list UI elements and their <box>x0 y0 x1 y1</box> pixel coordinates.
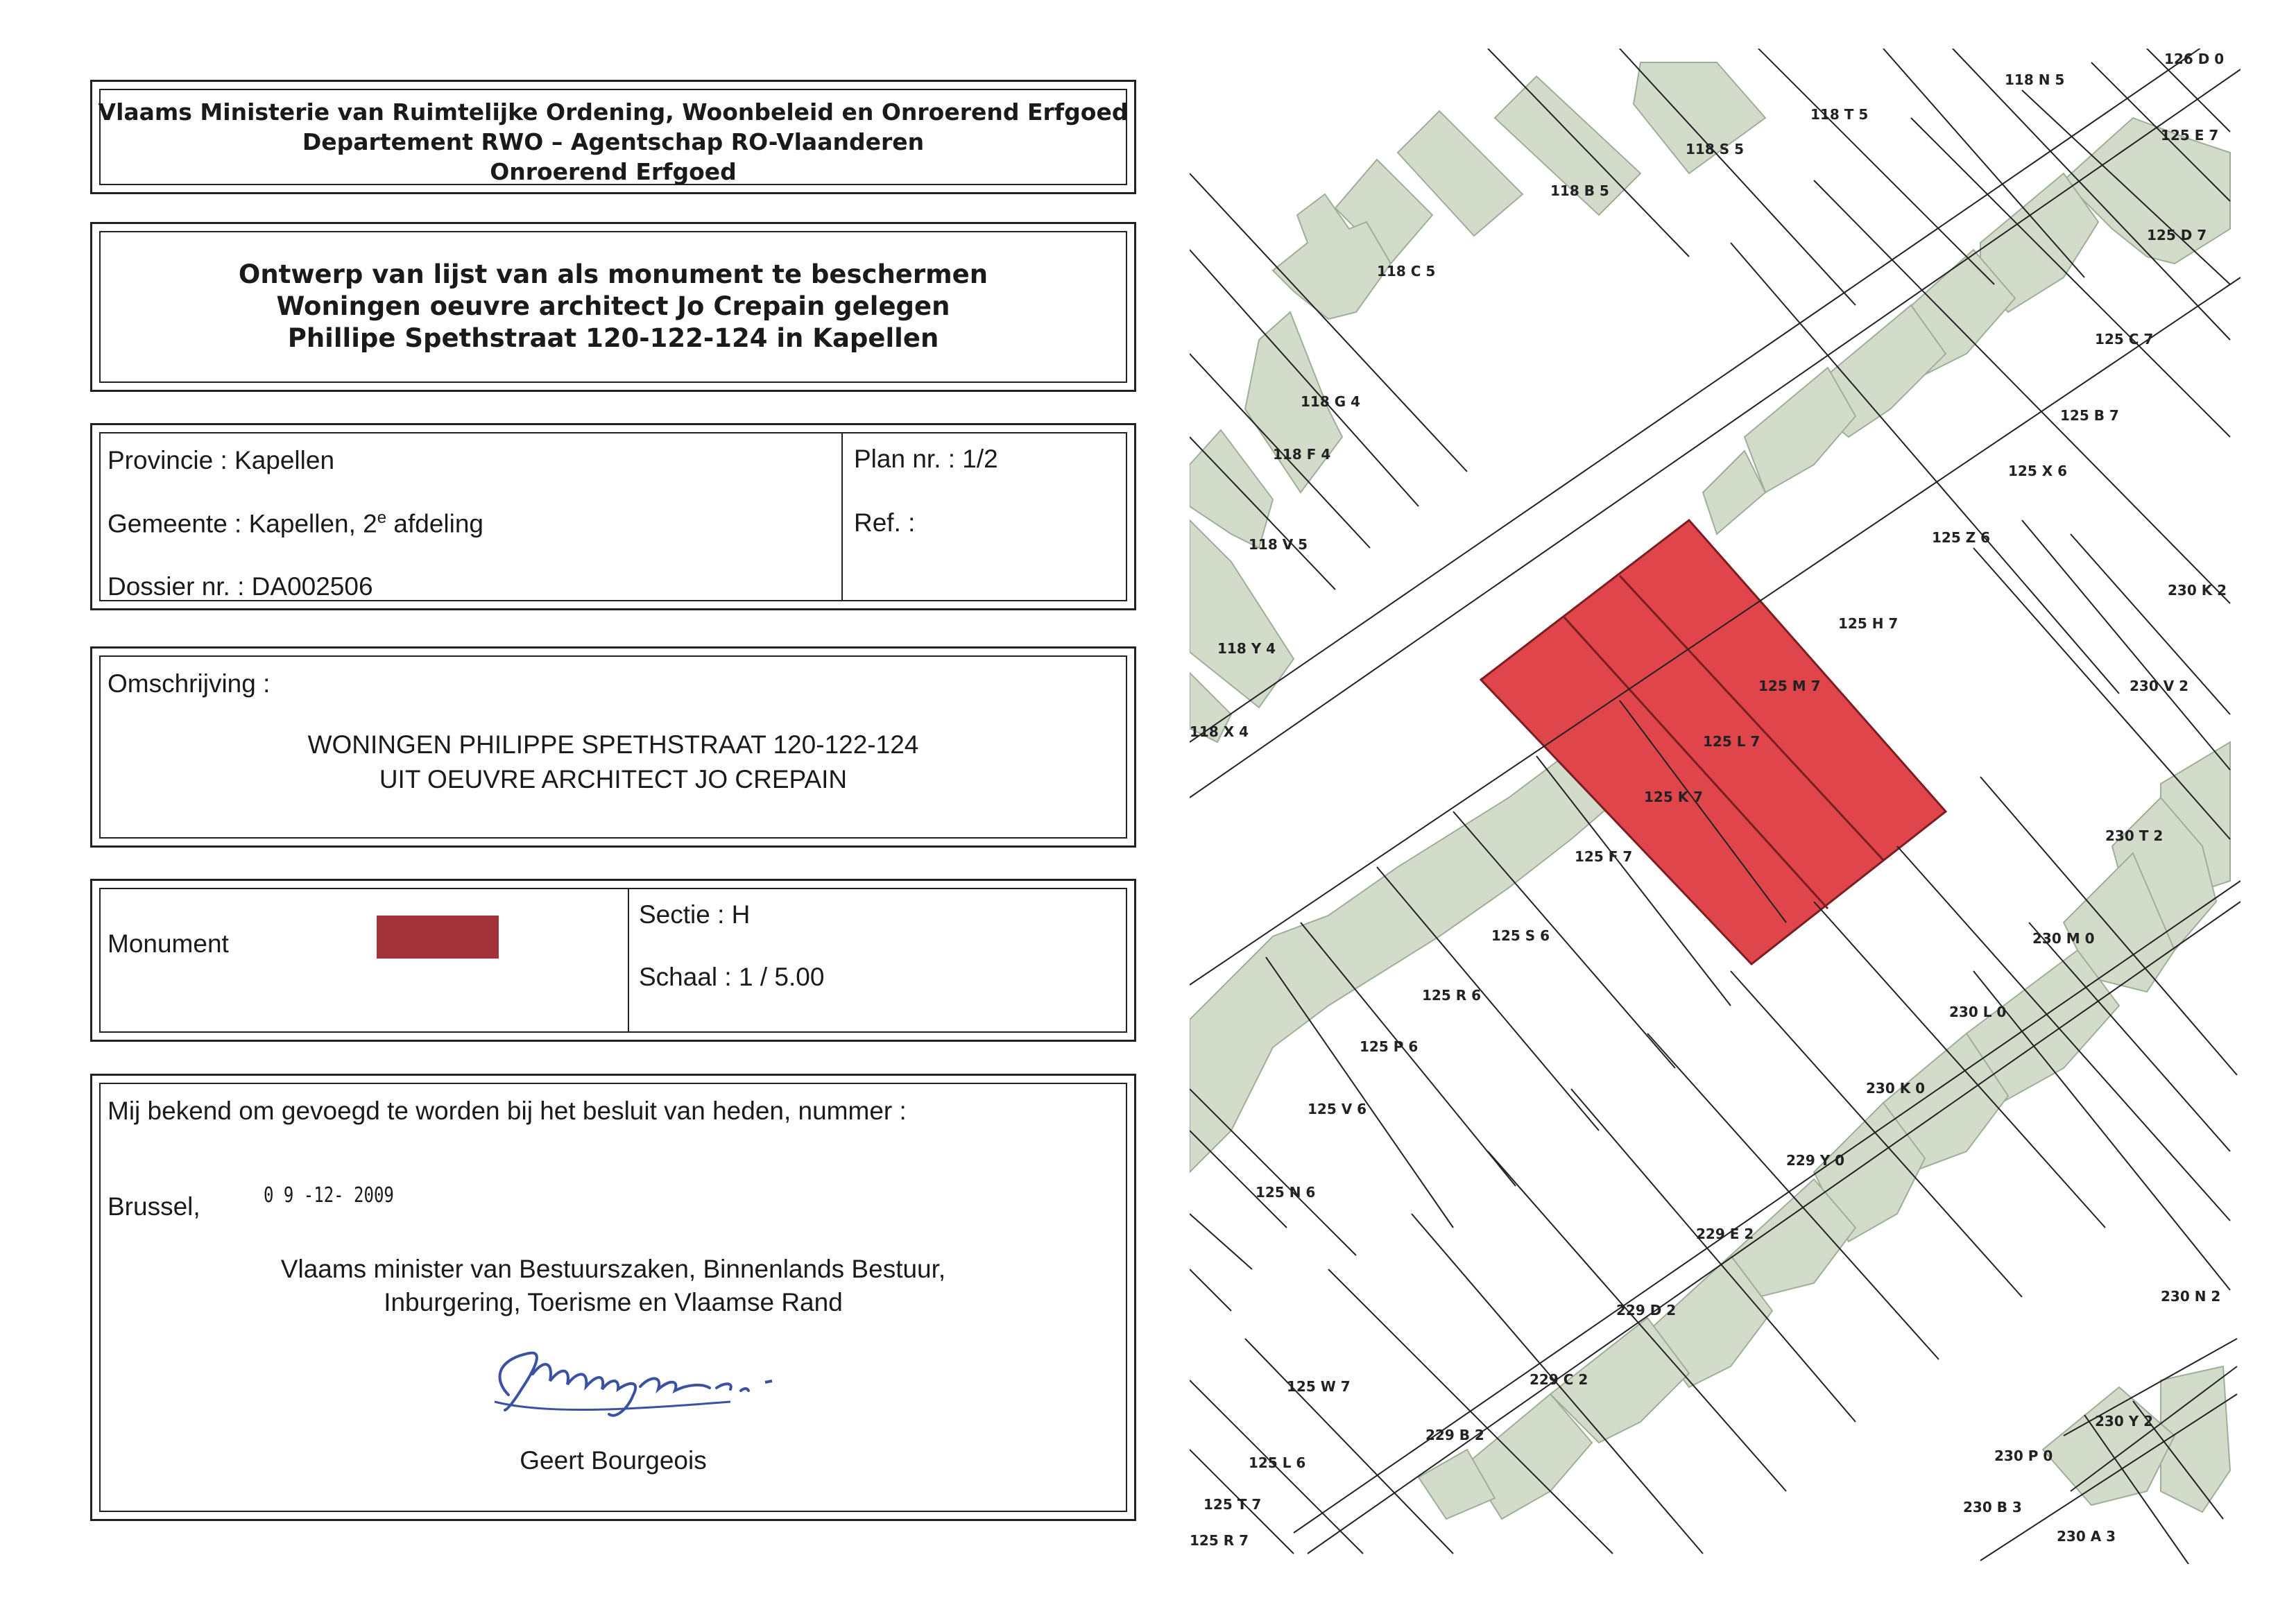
parcel-label: 230 K 0 <box>1866 1080 1926 1097</box>
title-line-3: Phillipe Spethstraat 120-122-124 in Kapellen <box>287 323 939 353</box>
ministry-name: Vlaams Ministerie van Ruimtelijke Ordening, Woonbeleid en Onroerend Erfgoed <box>98 98 1129 126</box>
parcel-label: 125 T 7 <box>1203 1496 1262 1513</box>
parcel-label: 230 N 2 <box>2161 1288 2221 1305</box>
info-divider <box>841 432 843 601</box>
monument-color-swatch <box>377 916 499 959</box>
provincie: Provincie : Kapellen <box>108 446 335 474</box>
title-line-2: Woningen oeuvre architect Jo Crepain gelegen <box>276 291 950 321</box>
date-stamp: 0 9 -12- 2009 <box>264 1183 394 1208</box>
parcel-label: 230 A 3 <box>2057 1528 2116 1545</box>
parcel-label: 118 Y 4 <box>1217 640 1276 657</box>
parcel-label: 230 Y 2 <box>2095 1413 2154 1429</box>
parcel-label: 230 T 2 <box>2105 827 2164 844</box>
parcel-label: 118 G 4 <box>1301 393 1361 410</box>
parcel-label: 125 N 6 <box>1256 1184 1316 1201</box>
description-line-2: UIT OEUVRE ARCHITECT JO CREPAIN <box>379 765 848 793</box>
place: Brussel, <box>108 1192 200 1221</box>
parcel-label: 125 X 6 <box>2008 463 2068 479</box>
agency-name: Onroerend Erfgoed <box>490 158 737 185</box>
minister-title-line-2: Inburgering, Toerisme en Vlaamse Rand <box>384 1288 843 1316</box>
approval-box <box>90 1074 1136 1521</box>
cadastral-map <box>1190 49 2241 1564</box>
parcel-label: 125 M 7 <box>1758 678 1821 694</box>
parcel-label: 118 F 4 <box>1273 446 1331 463</box>
parcel-label: 230 P 0 <box>1994 1448 2053 1464</box>
parcel-label: 126 D 0 <box>2164 51 2225 67</box>
description-line-1: WONINGEN PHILIPPE SPETHSTRAAT 120-122-124 <box>307 730 919 759</box>
parcel-label: 118 B 5 <box>1550 182 1609 199</box>
parcel-label: 229 B 2 <box>1425 1427 1484 1443</box>
parcel-label: 229 Y 0 <box>1786 1152 1845 1169</box>
parcel-label: 230 B 3 <box>1963 1499 2022 1515</box>
parcel-label: 118 S 5 <box>1686 141 1744 157</box>
parcel-label: 118 V 5 <box>1249 536 1308 553</box>
signature <box>467 1332 883 1429</box>
parcel-label: 230 K 2 <box>2168 582 2227 599</box>
title-box <box>90 222 1136 392</box>
parcel-label: 125 F 7 <box>1575 848 1633 865</box>
parcel-label: 118 N 5 <box>2005 71 2065 88</box>
parcel-label: 229 E 2 <box>1696 1226 1754 1242</box>
parcel-label: 125 P 6 <box>1360 1038 1419 1055</box>
parcel-label: 118 C 5 <box>1377 263 1436 280</box>
parcel-label: 118 X 4 <box>1190 723 1249 740</box>
ministry-header-box <box>90 80 1136 194</box>
monument-label: Monument <box>108 929 229 958</box>
parcel-label: 125 H 7 <box>1838 615 1899 632</box>
dossier-number: Dossier nr. : DA002506 <box>108 572 373 601</box>
parcel-label: 125 K 7 <box>1644 789 1704 805</box>
title-line-1: Ontwerp van lijst van als monument te beschermen <box>238 259 988 289</box>
parcel-label: 125 B 7 <box>2060 407 2119 424</box>
plan-number: Plan nr. : 1/2 <box>854 445 998 473</box>
parcel-label: 125 E 7 <box>2161 127 2219 144</box>
description-label: Omschrijving : <box>108 669 271 698</box>
parcel-label: 229 C 2 <box>1530 1371 1588 1388</box>
department-name: Departement RWO – Agentschap RO-Vlaanderen <box>302 128 925 155</box>
parcel-label: 230 V 2 <box>2130 678 2189 694</box>
parcel-label: 125 R 6 <box>1422 987 1481 1004</box>
info-box <box>90 423 1136 610</box>
parcel-label: 125 L 7 <box>1703 733 1760 750</box>
parcel-label: 125 L 6 <box>1249 1454 1306 1471</box>
signatory-name: Geert Bourgeois <box>520 1446 707 1475</box>
parcel-label: 230 L 0 <box>1949 1004 2007 1020</box>
parcel-label: 125 C 7 <box>2095 331 2154 347</box>
parcel-label: 125 S 6 <box>1491 927 1550 944</box>
parcel-label: 125 D 7 <box>2147 227 2207 243</box>
minister-title-line-1: Vlaams minister van Bestuurszaken, Binnenlands Bestuur, <box>280 1255 946 1283</box>
legend-divider <box>628 888 629 1033</box>
approval-statement: Mij bekend om gevoegd te worden bij het besluit van heden, nummer : <box>108 1097 907 1125</box>
reference: Ref. : <box>854 508 916 537</box>
parcel-label: 125 R 7 <box>1190 1532 1249 1549</box>
parcel-label: 125 V 6 <box>1308 1101 1367 1117</box>
parcel-label: 125 W 7 <box>1287 1378 1351 1395</box>
description-box <box>90 646 1136 848</box>
legend-box <box>90 879 1136 1042</box>
parcel-label: 118 T 5 <box>1810 106 1869 123</box>
parcel-label: 125 Z 6 <box>1932 529 1991 546</box>
parcel-label: 229 D 2 <box>1616 1302 1677 1319</box>
gemeente: Gemeente : Kapellen, 2e afdeling <box>108 508 484 538</box>
sectie: Sectie : H <box>639 900 751 929</box>
schaal: Schaal : 1 / 5.00 <box>639 963 825 991</box>
parcel-label: 230 M 0 <box>2032 930 2095 947</box>
